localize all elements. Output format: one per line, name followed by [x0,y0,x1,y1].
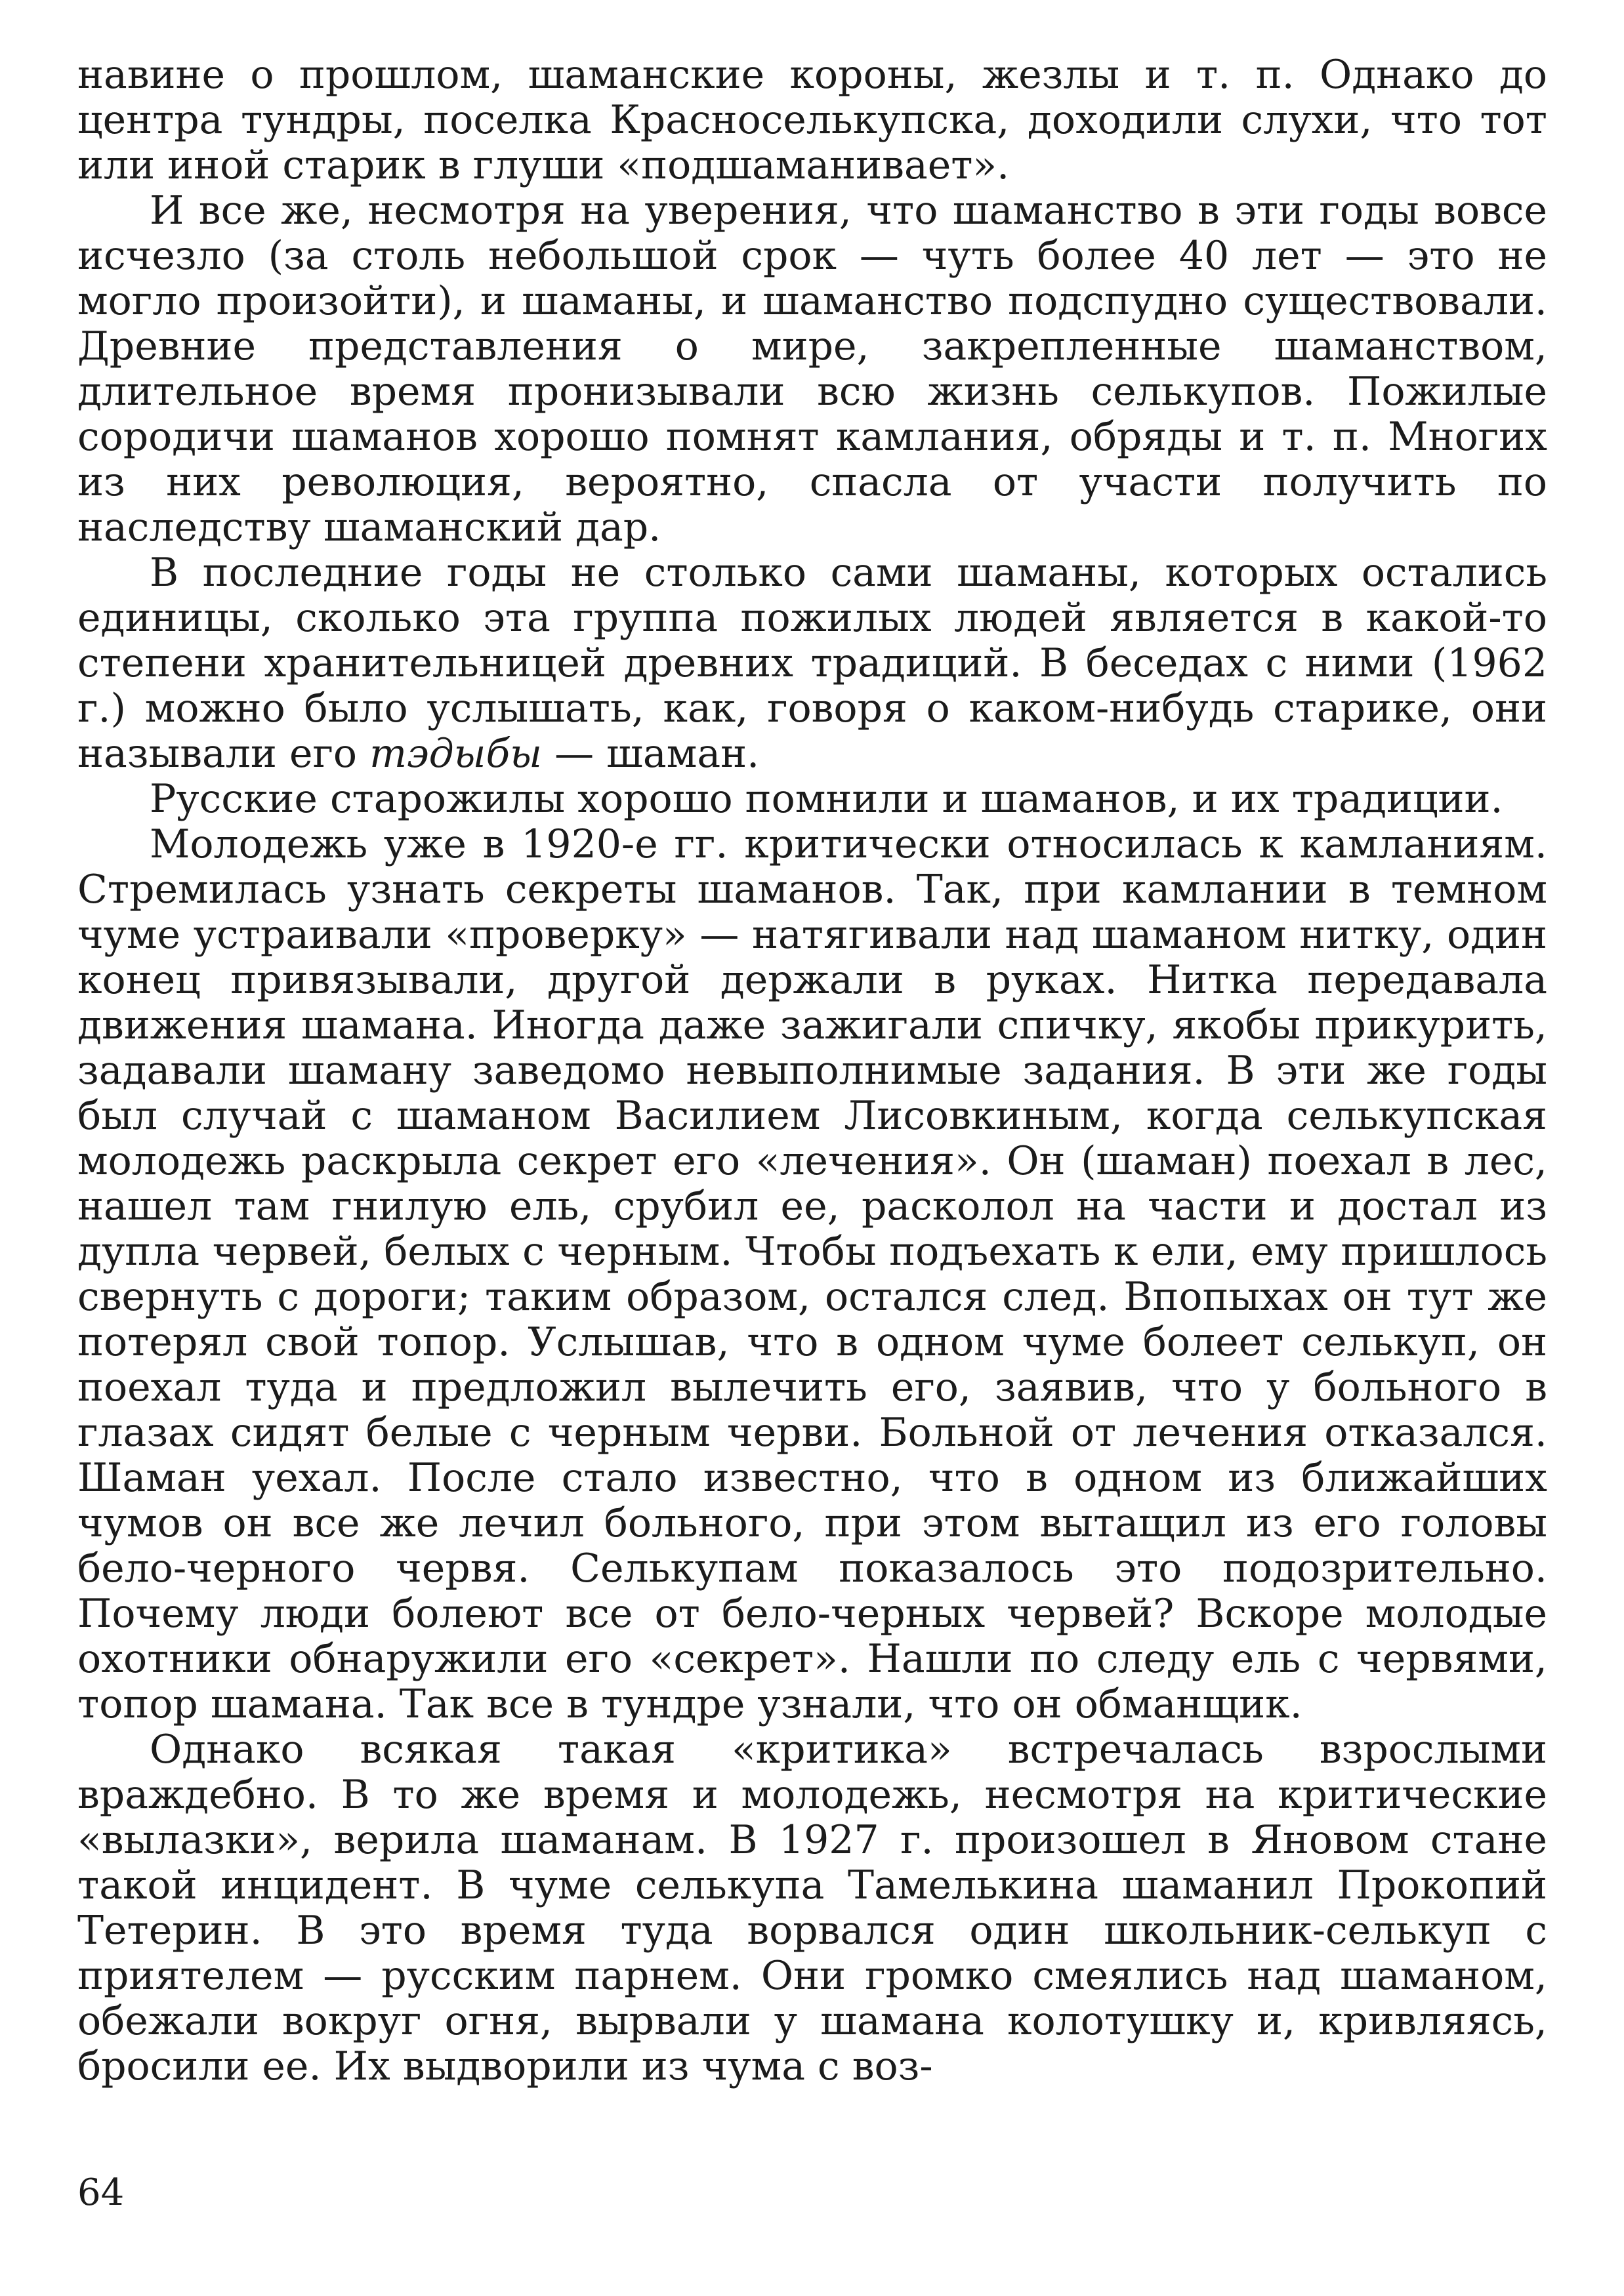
paragraph-2: И все же, несмотря на уверения, что шаманство в эти годы вовсе исчезло (за столь небольшой срок — чуть более 40 лет — это не могло произойти), и шаманы, и шаманство подспудно существовали. Древние представления о мире, закрепленные шаманством, длительное время пронизывали всю жизнь селькупов. Пожилые сородичи шаманов хорошо помнят камлания, обряды и т. п. Многих из них революция, вероятно, спасла от участи получить по наследству шаманский дар. [77,188,1547,550]
paragraph-5: Молодежь уже в 1920-е гг. критически относилась к камланиям. Стремилась узнать секреты шаманов. Так, при камлании в темном чуме устраивали «проверку» — натягивали над шаманом нитку, один конец привязывали, другой держали в руках. Нитка передавала движения шамана. Иногда даже зажигали спичку, якобы прикурить, задавали шаману заведомо невыполнимые задания. В эти же годы был случай с шаманом Василием Лисовкиным, когда селькупская молодежь раскрыла секрет его «лечения». Он (шаман) поехал в лес, нашел там гнилую ель, срубил ее, расколол на части и достал из дупла червей, белых с черным. Чтобы подъехать к ели, ему пришлось свернуть с дороги; таким образом, остался след. Впопыхах он тут же потерял свой топор. Услышав, что в одном чуме болеет селькуп, он поехал туда и предложил вылечить его, заявив, что у больного в глазах сидят белые с черным черви. Больной от лечения отказался. Шаман уехал. После стало известно, что в одном из ближайших чумов он все же лечил больного, при этом вытащил из его головы бело-черного червя. Селькупам показалось это подозрительно. Почему люди болеют все от бело-черных червей? Вскоре молодые охотники обнаружили его «секрет». Нашли по следу ель с червями, топор шамана. Так все в тундре узнали, что он обманщик. [77,821,1547,1727]
paragraph-3 [77,550,1547,777]
paragraph-3-text-before: В последние годы не столько сами шаманы, которых остались единицы, сколько эта группа пожилых людей является в какой-то степени хранительницей древних традиций. В беседах с ними (1962 г.) можно было услышать, как, говоря о каком-нибудь старике, они называли его [77,550,1547,777]
paragraph-1: навине о прошлом, шаманские короны, жезлы и т. п. Однако до центра тундры, поселка Красноселькупска, доходили слухи, что тот или иной старик в глуши «подшаманивает». [77,52,1547,188]
page-number: 64 [77,2171,125,2214]
document-page [77,52,1547,2089]
paragraph-3-text-after: — шаман. [542,731,760,777]
paragraph-4: Русские старожилы хорошо помнили и шаманов, и их традиции. [150,776,1503,822]
emphasized-term: тэдыбы [369,731,542,777]
paragraph-6: Однако всякая такая «критика» встречалась взрослыми враждебно. В то же время и молодежь, несмотря на критические «вылазки», верила шаманам. В 1927 г. произошел в Яновом стане такой инцидент. В чуме селькупа Тамелькина шаманил Прокопий Тетерин. В это время туда ворвался один школьник-селькуп с приятелем — русским парнем. Они громко смеялись над шаманом, обежали вокруг огня, вырвали у шамана колотушку и, кривляясь, бросили ее. Их выдворили из чума с воз- [77,1727,1547,2089]
